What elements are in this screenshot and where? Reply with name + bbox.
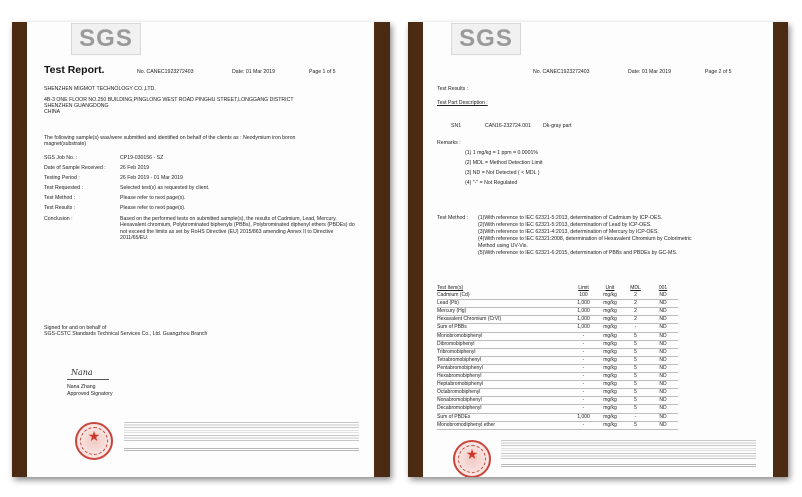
signatory-name: Nana Zhang [67,384,96,390]
table-cell: - [570,397,597,405]
table-cell: ND [648,389,678,397]
table-cell: Decabromobiphenyl [437,405,570,413]
table-cell: mg/kg [597,324,623,332]
client-name: SHENZHEN MIGMOT TECHNOLOGY CO.,LTD. [44,86,156,92]
table-cell: mg/kg [597,364,623,372]
table-cell: mg/kg [597,316,623,324]
sample-intro-2: magnet(substrate) [44,141,87,147]
table-cell: ND [648,381,678,389]
table-cell: mg/kg [597,421,623,429]
table-cell: Tribromobiphenyl [437,348,570,356]
part-code: CAN16-232724.001 [485,123,531,129]
signatory-title: Approved Signatory [67,391,113,397]
table-cell: ND [648,356,678,364]
table-cell: mg/kg [597,308,623,316]
page-number: Page 2 of 5 [705,69,732,75]
table-cell: - [570,405,597,413]
table-cell: 5 [623,405,648,413]
table-cell: 100 [570,292,597,300]
report-page-2 [423,22,773,477]
table-cell: - [570,389,597,397]
table-cell: 2 [623,292,648,300]
table-cell: 5 [623,340,648,348]
part-description: Dk-gray part [543,123,572,129]
field-value: CP19-030156 - SZ [120,155,164,161]
test-results-label: Test Results : [437,86,469,92]
table-cell: 5 [623,421,648,429]
test-method: (5)With reference to IEC 62321-6:2015, determination of PBBs and PBDEs by GC-MS. [478,250,678,256]
table-row [437,300,678,308]
remark: (1) 1 mg/kg = 1 ppm = 0.0001% [465,150,538,156]
table-cell: ND [648,324,678,332]
company-seal-icon: ★ [453,440,491,477]
table-row [437,308,678,316]
table-cell: Sum of PBDEs [437,413,570,421]
table-row [437,356,678,364]
test-method: (3)With reference to IEC 62321-4:2013, determination of Mercury by ICP-OES. [478,229,659,235]
test-method: (4)With reference to IEC 62321:2008, determination of Hexavalent Chromium by Colorimetric [478,236,692,242]
remark: (4) "-" = Not Regulated [465,180,518,186]
signed-line-1: Signed for and on behalf of [44,325,107,331]
table-header: Limit [578,285,589,291]
table-cell: mg/kg [597,332,623,340]
test-method: (2)With reference to IEC 62321-5:2013, determination of Lead by ICP-OES. [478,222,652,228]
table-cell: mg/kg [597,300,623,308]
table-cell: ND [648,300,678,308]
table-cell: mg/kg [597,405,623,413]
table-cell: Monobromodiphenyl ether [437,421,570,429]
field-value: 26 Feb 2019 [120,165,150,171]
field-label: SGS Job No. : [44,155,78,161]
table-header: MDL [630,285,641,291]
table-cell: mg/kg [597,413,623,421]
table-cell: Lead (Pb) [437,300,570,308]
remarks-label: Remarks : [437,140,461,146]
table-cell: mg/kg [597,381,623,389]
report-date: Date: 01 Mar 2019 [628,69,671,75]
footer-address [501,464,756,468]
table-cell: - [570,340,597,348]
results-table [437,285,678,430]
table-row [437,413,678,421]
table-cell: Monobromobiphenyl [437,332,570,340]
table-cell: 2 [623,300,648,308]
table-cell: 5 [623,364,648,372]
table-row [437,364,678,372]
fine-print [124,422,359,442]
table-cell: 5 [623,348,648,356]
signature: Nana [71,368,93,377]
table-row [437,332,678,340]
table-cell: mg/kg [597,373,623,381]
table-cell: - [623,413,648,421]
table-cell: 5 [623,332,648,340]
table-header: 001 [658,285,668,291]
table-cell: 1,000 [570,413,597,421]
table-header: Unit [605,285,615,291]
table-cell: 5 [623,373,648,381]
fine-print [501,440,756,460]
table-cell: Octabromobiphenyl [437,389,570,397]
client-address-3: CHINA [44,109,61,115]
table-cell: 5 [623,397,648,405]
table-cell: ND [648,316,678,324]
table-cell: mg/kg [597,389,623,397]
table-cell: Hexavalent Chromium (CrVI) [437,316,570,324]
table-cell: Nonabromobiphenyl [437,397,570,405]
table-cell: Tetrabromobiphenyl [437,356,570,364]
table-row [437,421,678,429]
table-cell: Cadmium (Cd) [437,292,570,300]
table-cell: 5 [623,381,648,389]
table-cell: Pentabromobiphenyl [437,364,570,372]
table-cell: mg/kg [597,356,623,364]
table-cell: Heptabromobiphenyl [437,381,570,389]
table-cell: ND [648,397,678,405]
table-cell: - [570,364,597,372]
table-cell: ND [648,308,678,316]
table-row [437,381,678,389]
table-cell: Sum of PBBs [437,324,570,332]
table-cell: 2 [623,316,648,324]
table-cell: 2 [623,308,648,316]
report-number: No. CANEC1923272403 [137,69,194,75]
table-cell: ND [648,340,678,348]
table-cell: - [570,381,597,389]
client-address-2: SHENZHEN GUANGDONG [44,103,109,109]
table-row [437,373,678,381]
table-cell: ND [648,405,678,413]
table-cell: ND [648,364,678,372]
table-cell: Dibromobiphenyl [437,340,570,348]
table-cell: 1,000 [570,324,597,332]
member-line [124,455,125,460]
signed-line-2: SGS-CSTC Standards Technical Services Co., Ltd. Guangzhou Branch [44,331,208,337]
field-label: Test Requested : [44,185,83,191]
report-number: No. CANEC1923272403 [533,69,590,75]
sgs-logo: SGS [451,23,521,55]
remark: (2) MDL = Method Detection Limit [465,160,543,166]
footer-address [124,448,359,452]
table-cell: Hexabromobiphenyl [437,373,570,381]
table-cell: - [570,421,597,429]
table-row [437,324,678,332]
company-seal-icon: ★ [75,422,113,460]
report-date: Date: 01 Mar 2019 [232,69,275,75]
table-cell: - [570,373,597,381]
table-cell: ND [648,332,678,340]
table-cell: 5 [623,389,648,397]
field-value: 26 Feb 2019 - 01 Mar 2019 [120,175,183,181]
test-method: Method using UV-Vis. [478,243,528,249]
remark: (3) ND = Not Detected ( < MDL ) [465,170,540,176]
field-value: Please refer to next page(s). [120,195,186,201]
table-cell: 1,000 [570,316,597,324]
table-cell: Mercury (Hg) [437,308,570,316]
table-cell: mg/kg [597,292,623,300]
table-cell: 1,000 [570,308,597,316]
client-address-1: 4B-3 ONE FLOOR NO.250 BUILDING,PINGLONG WEST ROAD PINGHU STREET,LONGGANG DISTRICT [44,97,294,103]
sample-intro: The following sample(s) was/were submitted and identified on behalf of the clients as : Neodymium iron boron [44,135,296,141]
field-value: Please refer to next page(s). [120,205,186,211]
report-page-1 [27,22,374,477]
table-cell: - [570,332,597,340]
table-cell: ND [648,373,678,381]
sample-number: SN1 [451,123,462,129]
table-row [437,292,678,300]
table-row [437,348,678,356]
table-cell: - [570,356,597,364]
table-cell: - [623,324,648,332]
table-row [437,340,678,348]
table-cell: ND [648,421,678,429]
field-label: Test Results : [44,205,76,211]
field-label: Test Method : [44,195,76,201]
test-method: (1)With reference to IEC 62321-5:2013, determination of Cadmium by ICP-OES. [478,215,663,221]
table-row [437,405,678,413]
table-cell: 5 [623,356,648,364]
page-number: Page 1 of 5 [309,69,336,75]
table-cell: - [570,348,597,356]
test-method-label: Test Method : [437,215,469,221]
field-label: Date of Sample Received : [44,165,106,171]
field-value: Selected test(s) as requested by client. [120,185,210,191]
table-cell: ND [648,348,678,356]
test-part-label: Test Part Description : [437,100,488,106]
conclusion-text: Based on the performed tests on submitted sample(s), the results of Cadmium, Lead, Mercury, Hexavalent chromium, Polybrominated biphenyls (PBBs), Polybrominated diphenyl ethers (PBDEs) do not exceed the limits as set by RoHS Directive (EU) 2015/863 amending Annex II to Directive 2011/65/EU. [120,216,355,242]
field-label: Testing Period : [44,175,80,181]
table-cell: mg/kg [597,397,623,405]
table-header-row [437,285,678,292]
table-row [437,389,678,397]
report-title: Test Report. [44,64,105,76]
table-header: Test Item(s) [437,285,464,291]
signature-line [67,379,109,380]
table-row [437,316,678,324]
table-cell: ND [648,292,678,300]
table-cell: ND [648,413,678,421]
table-row [437,397,678,405]
table-cell: 1,000 [570,300,597,308]
sgs-logo: SGS [71,23,141,55]
table-cell: mg/kg [597,348,623,356]
table-cell: mg/kg [597,340,623,348]
conclusion-label: Conclusion : [44,216,73,222]
